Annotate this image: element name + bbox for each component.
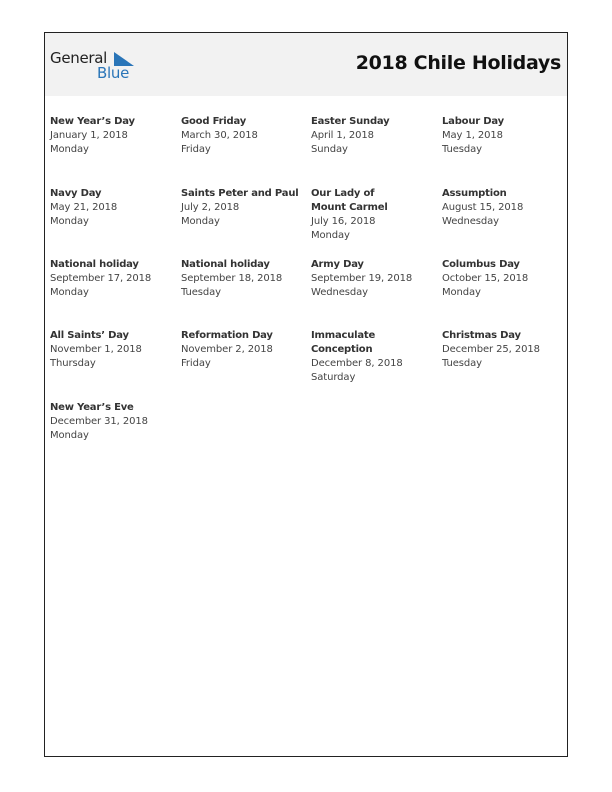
holiday-name: Our Lady of Mount Carmel	[311, 188, 388, 213]
holiday-date: September 19, 2018	[311, 273, 413, 284]
holiday-date: November 1, 2018	[50, 344, 142, 355]
logo-general-text: General	[50, 49, 108, 67]
holiday-name: Christmas Day	[442, 330, 521, 341]
page-frame	[44, 32, 568, 757]
holiday-date: August 15, 2018	[442, 202, 524, 213]
holiday-date: January 1, 2018	[50, 130, 128, 141]
holiday-item	[181, 258, 309, 300]
holiday-weekday: Monday	[181, 216, 220, 227]
holiday-weekday: Monday	[50, 287, 89, 298]
holiday-name: National holiday	[50, 259, 139, 270]
holiday-date: December 25, 2018	[442, 344, 540, 355]
holiday-name: National holiday	[181, 259, 270, 270]
holiday-item	[442, 187, 570, 229]
holiday-weekday: Saturday	[311, 372, 356, 383]
holiday-weekday: Tuesday	[442, 358, 482, 369]
holiday-item	[442, 329, 570, 371]
holiday-weekday: Thursday	[50, 358, 96, 369]
logo-blue-text: Blue	[97, 64, 129, 82]
header-band	[45, 33, 567, 96]
holiday-item	[50, 258, 178, 300]
holiday-name: New Year’s Day	[50, 116, 135, 127]
holiday-name: Columbus Day	[442, 259, 520, 270]
holiday-date: October 15, 2018	[442, 273, 529, 284]
holiday-weekday: Wednesday	[311, 287, 368, 298]
holiday-date: December 31, 2018	[50, 416, 148, 427]
holiday-item	[311, 187, 411, 243]
holiday-date: July 16, 2018	[311, 216, 376, 227]
holiday-name: Easter Sunday	[311, 116, 390, 127]
holiday-item	[442, 115, 570, 157]
holiday-item	[311, 329, 439, 385]
holiday-weekday: Tuesday	[442, 144, 482, 155]
holiday-item	[50, 115, 178, 157]
holiday-date: December 8, 2018	[311, 358, 403, 369]
holiday-date: March 30, 2018	[181, 130, 258, 141]
holiday-weekday: Sunday	[311, 144, 348, 155]
holiday-date: May 21, 2018	[50, 202, 118, 213]
holiday-item	[311, 258, 439, 300]
holiday-name: Saints Peter and Paul	[181, 188, 299, 199]
holiday-name: All Saints’ Day	[50, 330, 129, 341]
holiday-weekday: Friday	[181, 358, 211, 369]
holiday-date: July 2, 2018	[181, 202, 240, 213]
holiday-date: September 17, 2018	[50, 273, 152, 284]
holiday-name: New Year’s Eve	[50, 402, 134, 413]
holiday-date: November 2, 2018	[181, 344, 273, 355]
holiday-weekday: Friday	[181, 144, 211, 155]
holiday-weekday: Monday	[50, 430, 89, 441]
holiday-item	[50, 329, 178, 371]
holiday-date: May 1, 2018	[442, 130, 503, 141]
holiday-date: April 1, 2018	[311, 130, 374, 141]
holiday-name: Labour Day	[442, 116, 504, 127]
holiday-weekday: Monday	[311, 230, 350, 241]
holiday-weekday: Monday	[50, 216, 89, 227]
holiday-item	[442, 258, 570, 300]
holiday-name: Good Friday	[181, 116, 247, 127]
holiday-item	[181, 187, 309, 229]
holiday-item	[50, 401, 178, 443]
holiday-name: Navy Day	[50, 188, 102, 199]
holiday-item	[181, 329, 309, 371]
holiday-name: Immaculate Conception	[311, 330, 376, 355]
holiday-date: September 18, 2018	[181, 273, 283, 284]
holiday-item	[311, 115, 439, 157]
holiday-weekday: Monday	[50, 144, 89, 155]
holiday-item	[181, 115, 309, 157]
holiday-name: Army Day	[311, 259, 364, 270]
holiday-weekday: Tuesday	[181, 287, 221, 298]
holiday-name: Reformation Day	[181, 330, 273, 341]
holiday-weekday: Wednesday	[442, 216, 499, 227]
holiday-name: Assumption	[442, 188, 507, 199]
generalblue-logo	[50, 49, 140, 83]
holiday-item	[50, 187, 178, 229]
page-title: 2018 Chile Holidays	[355, 52, 561, 74]
holiday-weekday: Monday	[442, 287, 481, 298]
